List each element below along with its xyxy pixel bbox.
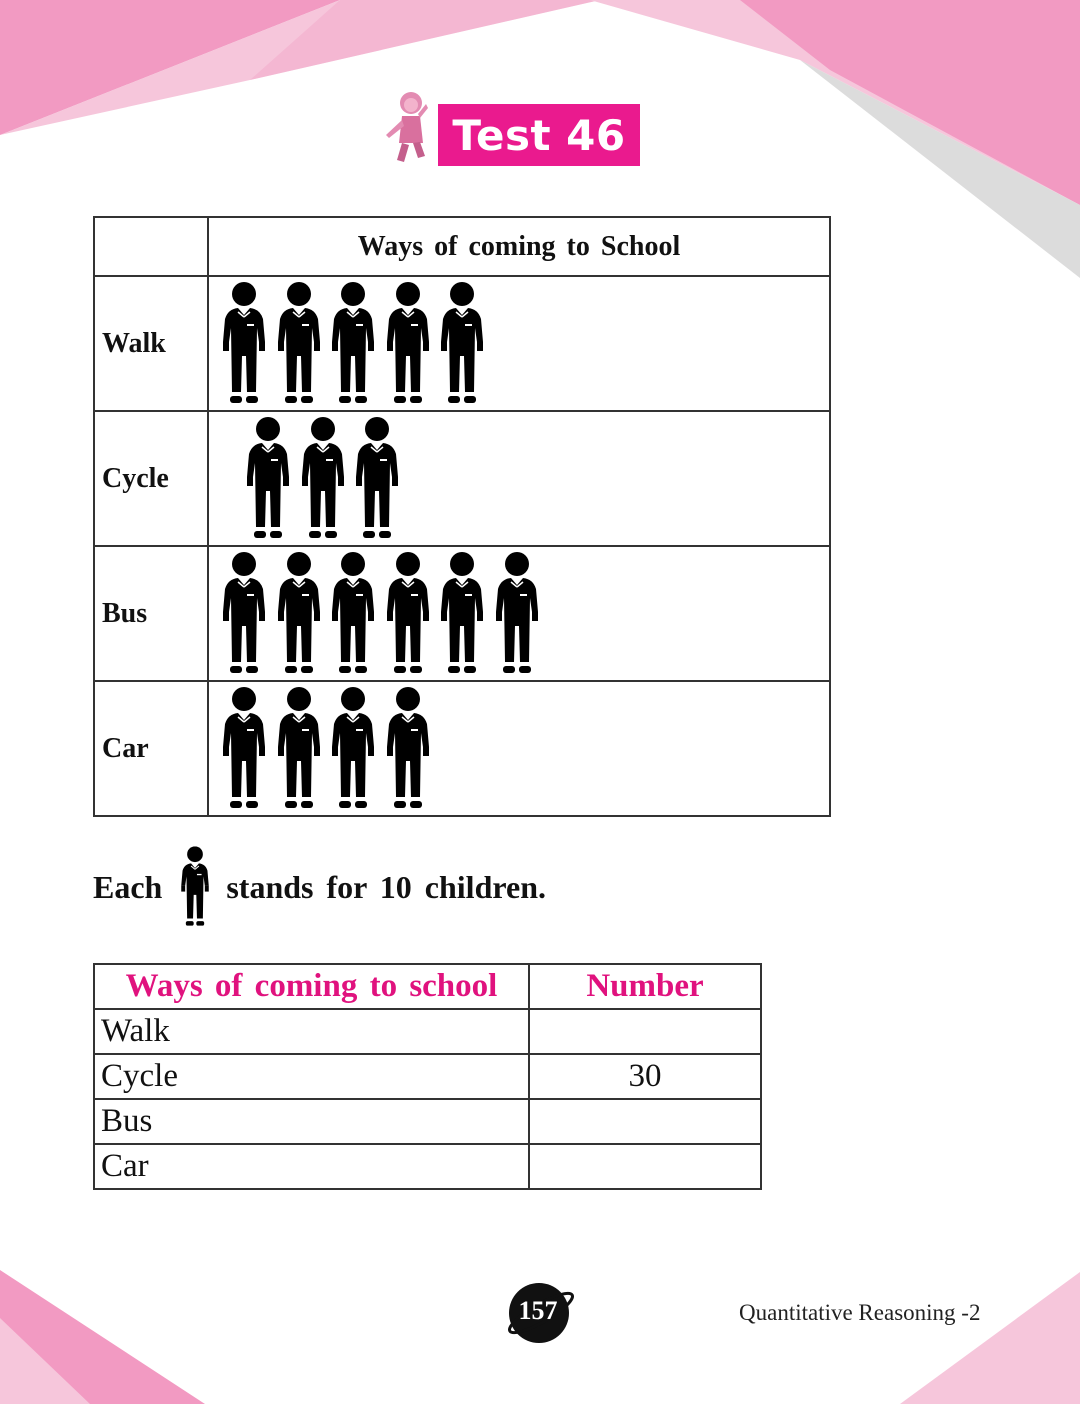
child-icon [379,687,437,811]
child-icon [348,417,406,541]
row-label: Car [94,681,208,816]
icon-strip [209,277,829,410]
answer-table [93,963,762,1190]
icon-strip [209,412,829,545]
child-icon [433,552,491,676]
key-suffix: stands for 10 children. [226,868,546,905]
row-label: Walk [94,276,208,411]
pictograph-row-walk [94,276,830,411]
way-cell: Car [94,1144,529,1189]
answer-header-number: Number [529,964,761,1009]
child-icon [294,417,352,541]
icon-strip [209,547,829,680]
book-title: Quantitative Reasoning -2 [739,1300,981,1325]
number-input-cell[interactable] [529,1144,761,1189]
girl-mascot-icon [378,88,434,168]
answer-row-bus [94,1099,761,1144]
pictograph-row-car [94,681,830,816]
child-icon [270,687,328,811]
pictograph-table [93,216,831,817]
number-input-cell[interactable] [529,1099,761,1144]
child-icon [176,846,214,928]
icon-strip [209,682,829,815]
child-icon [324,282,382,406]
key-prefix: Each [93,868,163,905]
answer-row-cycle [94,1054,761,1099]
page-number: 157 [518,1296,558,1325]
pictograph-row-bus [94,546,830,681]
way-cell: Cycle [94,1054,529,1099]
answer-row-car [94,1144,761,1189]
row-label: Cycle [94,411,208,546]
way-cell: Bus [94,1099,529,1144]
pictograph-row-cycle [94,411,830,546]
child-icon [379,552,437,676]
child-icon [215,552,273,676]
child-icon [433,282,491,406]
child-icon [324,687,382,811]
row-label: Bus [94,546,208,681]
pictograph-title: Ways of coming to School [208,217,830,276]
number-input-cell[interactable] [529,1009,761,1054]
child-icon [215,687,273,811]
child-icon [324,552,382,676]
child-icon [379,282,437,406]
child-icon [270,552,328,676]
child-icon [239,417,297,541]
empty-header-cell [94,217,208,276]
child-icon [270,282,328,406]
way-cell: Walk [94,1009,529,1054]
pictograph-key [93,846,546,928]
page-number-badge [505,1278,575,1348]
child-icon [488,552,546,676]
child-icon [215,282,273,406]
answer-header-way: Ways of coming to school [94,964,529,1009]
answer-row-walk [94,1009,761,1054]
test-number-badge: Test 46 [438,104,640,166]
number-cell: 30 [529,1054,761,1099]
page-header [0,88,1080,178]
